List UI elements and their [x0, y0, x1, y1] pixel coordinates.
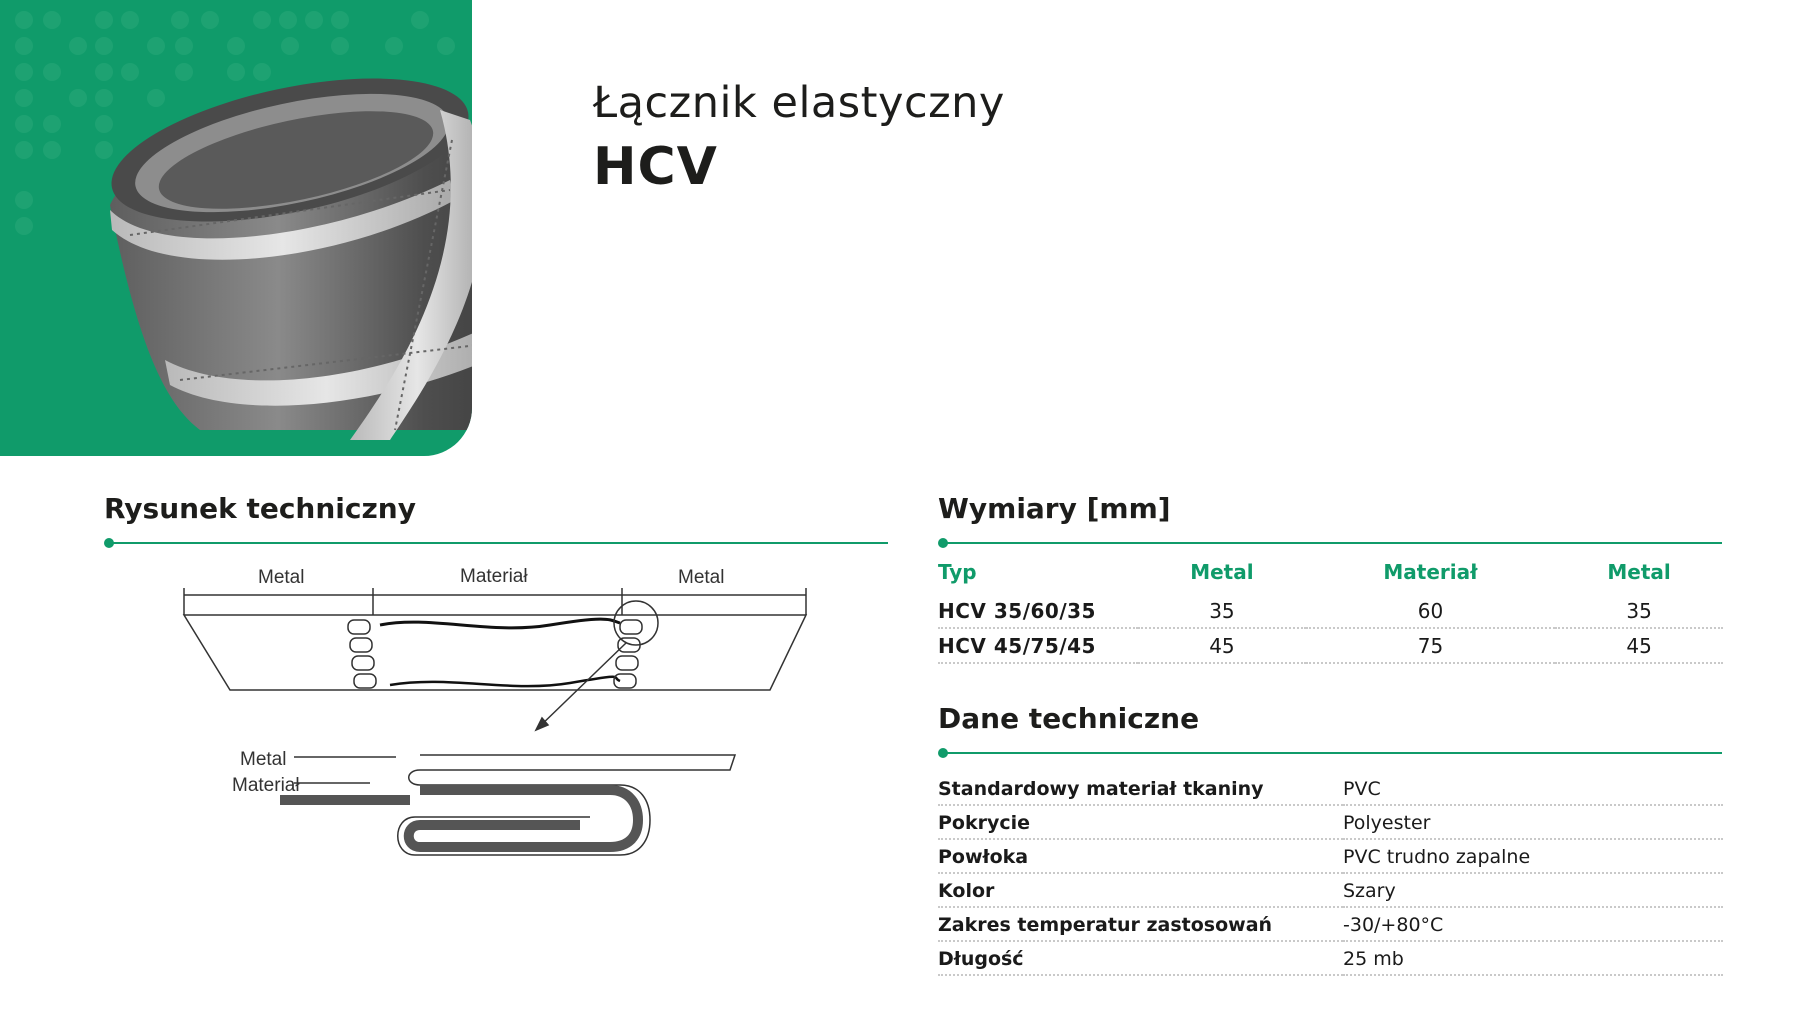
- technical-drawing: [170, 555, 830, 875]
- spec-value: Szary: [1343, 873, 1723, 907]
- dimensions-section-rule: [942, 542, 1722, 544]
- product-title: Łącznik elastyczny: [593, 78, 1005, 128]
- spec-key: Pokrycie: [938, 805, 1343, 839]
- cell-type: HCV 35/60/35: [938, 594, 1138, 628]
- spec-value: PVC trudno zapalne: [1343, 839, 1723, 873]
- table-row: [938, 628, 1723, 663]
- spec-key: Kolor: [938, 873, 1343, 907]
- dim-label-metal-left: Metal: [258, 567, 305, 588]
- table-row: [938, 941, 1723, 975]
- cell-type: HCV 45/75/45: [938, 628, 1138, 663]
- spec-value: Polyester: [1343, 805, 1723, 839]
- drawing-section-title: Rysunek techniczny: [104, 492, 416, 525]
- dimensions-table: [938, 556, 1723, 664]
- dim-label-material: Materiał: [460, 566, 528, 587]
- detail-label-metal: Metal: [240, 749, 287, 770]
- technical-table: [938, 772, 1723, 976]
- cell-metal-1: 35: [1138, 594, 1306, 628]
- spec-key: Zakres temperatur zastosowań: [938, 907, 1343, 941]
- technical-section-rule: [942, 752, 1722, 754]
- spec-value: 25 mb: [1343, 941, 1723, 975]
- spec-value: -30/+80°C: [1343, 907, 1723, 941]
- table-row: [938, 907, 1723, 941]
- dimensions-section-title: Wymiary [mm]: [938, 492, 1171, 525]
- cell-metal-2: 45: [1555, 628, 1723, 663]
- table-row: [938, 594, 1723, 628]
- detail-label-material: Materiał: [232, 775, 300, 796]
- table-row: [938, 772, 1723, 805]
- col-header-material: Materiał: [1383, 560, 1478, 584]
- cell-metal-1: 45: [1138, 628, 1306, 663]
- cell-material: 75: [1306, 628, 1555, 663]
- col-header-type: Typ: [938, 560, 977, 584]
- spec-key: Długość: [938, 941, 1343, 975]
- table-row: [938, 839, 1723, 873]
- dim-label-metal-right: Metal: [678, 567, 725, 588]
- spec-key: Standardowy materiał tkaniny: [938, 772, 1343, 805]
- spec-value: PVC: [1343, 772, 1723, 805]
- hero-banner: [0, 0, 472, 456]
- dimensions-header-row: [938, 556, 1723, 594]
- table-row: [938, 873, 1723, 907]
- product-model: HCV: [593, 137, 718, 197]
- flexible-connector-image: [0, 0, 472, 456]
- spec-key: Powłoka: [938, 839, 1343, 873]
- technical-section-title: Dane techniczne: [938, 702, 1200, 735]
- col-header-metal-2: Metal: [1607, 560, 1671, 584]
- table-row: [938, 805, 1723, 839]
- drawing-section-rule: [108, 542, 888, 544]
- cell-material: 60: [1306, 594, 1555, 628]
- cell-metal-2: 35: [1555, 594, 1723, 628]
- col-header-metal-1: Metal: [1190, 560, 1254, 584]
